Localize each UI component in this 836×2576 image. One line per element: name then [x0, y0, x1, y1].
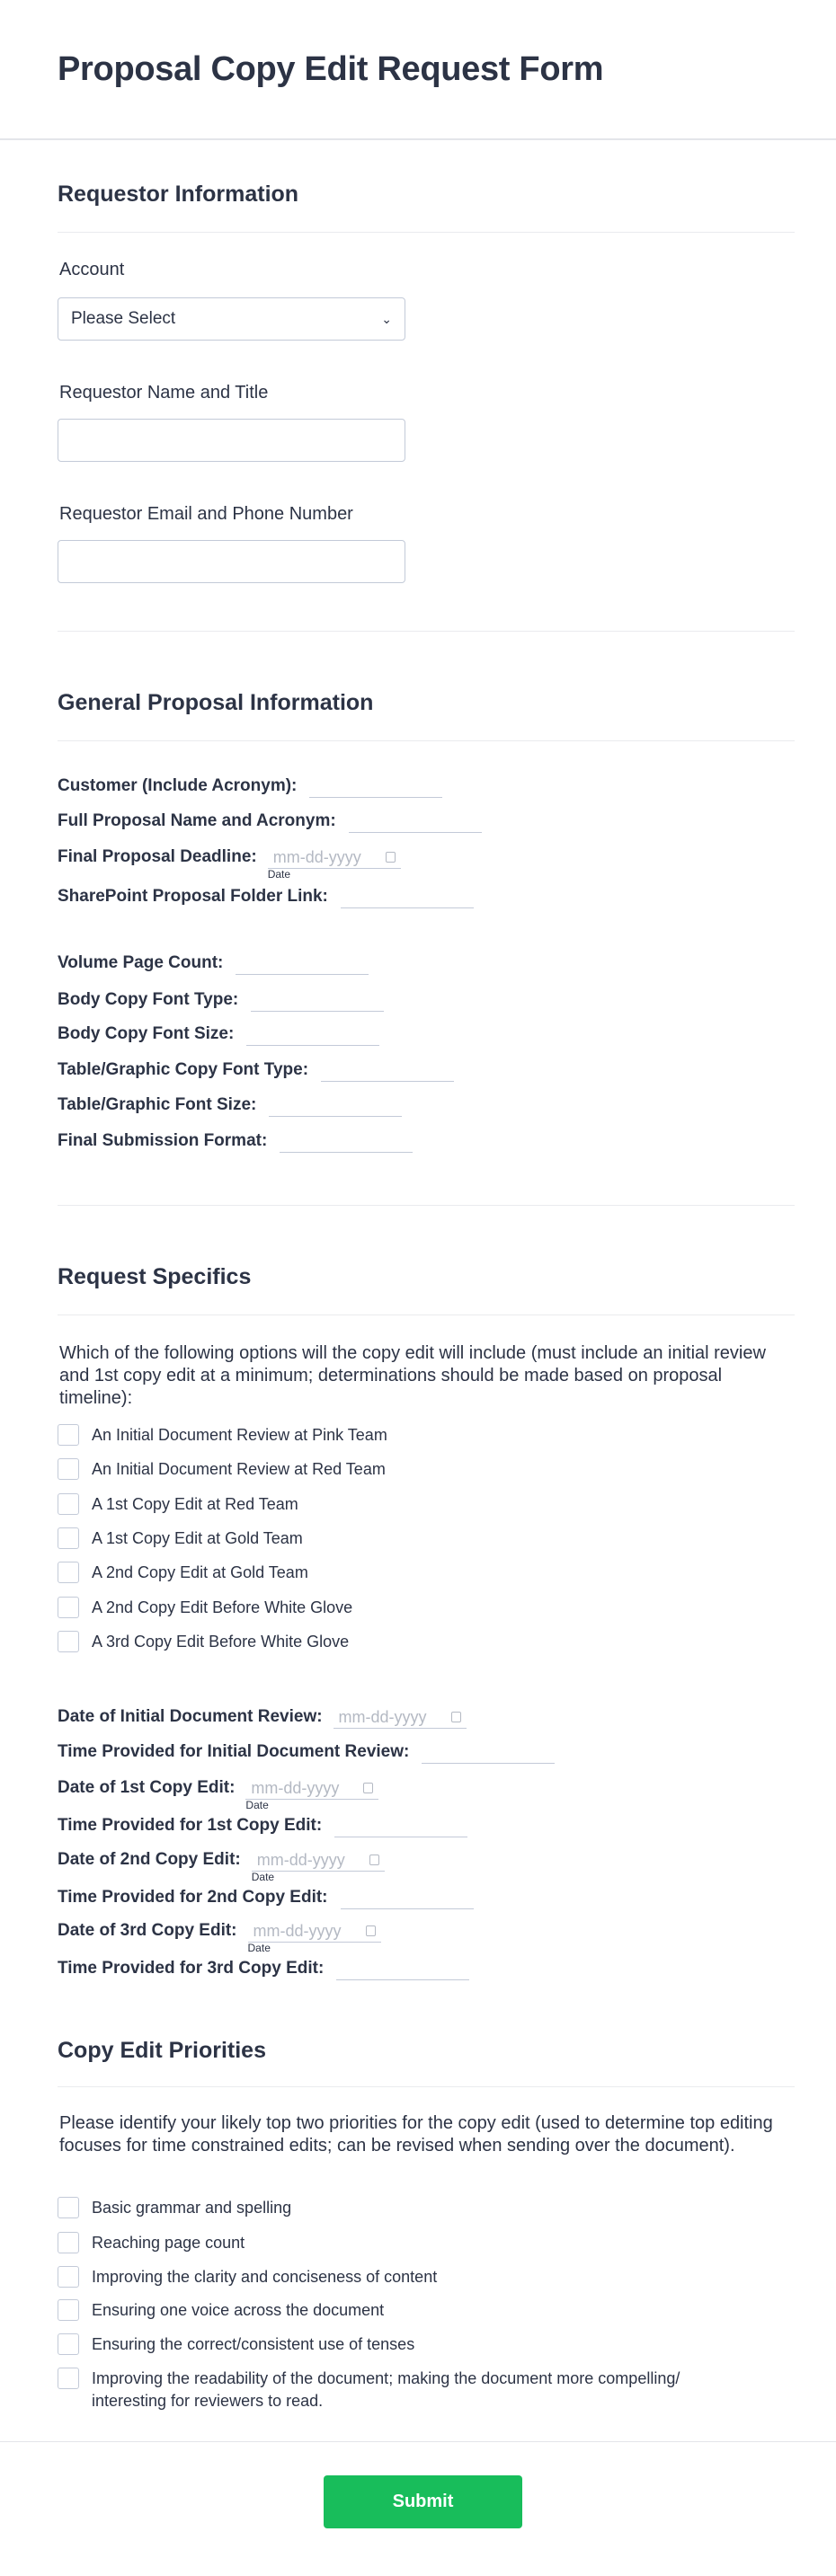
customer-input[interactable]: [309, 775, 442, 798]
row-label: Date of 3rd Copy Edit:: [58, 1921, 237, 1940]
customer-row: [58, 775, 442, 798]
checkbox-option[interactable]: [58, 2266, 437, 2288]
checkbox[interactable]: [58, 2368, 79, 2389]
checkbox[interactable]: [58, 2197, 79, 2218]
option-label: Basic grammar and spelling: [92, 2199, 292, 2217]
row-label: Time Provided for 1st Copy Edit:: [58, 1816, 323, 1835]
option-label: An Initial Document Review at Red Team: [92, 1460, 386, 1478]
table-font-type-row: [58, 1058, 454, 1082]
body-font-size-input[interactable]: [246, 1022, 379, 1046]
second-edit-time-row: [58, 1886, 474, 1909]
row-label: Final Submission Format:: [58, 1131, 268, 1150]
row-label: Date of Initial Document Review:: [58, 1707, 323, 1726]
second-edit-date-input[interactable]: [251, 1848, 385, 1883]
row-label: Table/Graphic Font Size:: [58, 1095, 257, 1114]
date-sublabel: Date: [267, 868, 291, 881]
option-label: An Initial Document Review at Pink Team: [92, 1426, 387, 1444]
form-title: Proposal Copy Edit Request Form: [58, 50, 604, 88]
account-select[interactable]: [58, 297, 405, 341]
row-label: SharePoint Proposal Folder Link:: [58, 887, 328, 906]
row-label: Volume Page Count:: [58, 953, 224, 972]
option-label: A 2nd Copy Edit at Gold Team: [92, 1563, 308, 1581]
checkbox-option[interactable]: [58, 2368, 759, 2412]
first-edit-date-row: [58, 1776, 378, 1811]
header-divider: [0, 138, 836, 140]
requestor-email-label: Requestor Email and Phone Number: [59, 504, 353, 524]
row-label: Table/Graphic Copy Font Type:: [58, 1060, 309, 1079]
first-edit-date-input[interactable]: [245, 1776, 378, 1811]
row-label: Time Provided for 2nd Copy Edit:: [58, 1888, 328, 1907]
row-label: Customer (Include Acronym):: [58, 776, 298, 795]
checkbox-option[interactable]: [58, 1493, 298, 1515]
body-font-size-row: [58, 1022, 379, 1046]
page-count-input[interactable]: [236, 952, 369, 975]
requestor-name-label: Requestor Name and Title: [59, 383, 269, 403]
account-label: Account: [59, 260, 125, 279]
option-label: A 2nd Copy Edit Before White Glove: [92, 1598, 353, 1616]
divider: [58, 232, 795, 233]
requestor-name-input[interactable]: [58, 419, 405, 462]
submission-format-row: [58, 1129, 413, 1153]
checkbox-option[interactable]: [58, 2232, 245, 2253]
section-heading-specifics: Request Specifics: [58, 1264, 252, 1289]
third-edit-date-input[interactable]: [247, 1919, 381, 1954]
checkbox-option[interactable]: [58, 1527, 303, 1549]
first-edit-time-input[interactable]: [334, 1814, 467, 1837]
submit-button[interactable]: Submit: [324, 2475, 522, 2528]
checkbox-option[interactable]: [58, 2299, 384, 2321]
deadline-row: [58, 845, 401, 881]
initial-review-date-row: [58, 1705, 467, 1729]
footer-divider: [0, 2441, 836, 2442]
calendar-icon[interactable]: [363, 1783, 373, 1793]
divider: [58, 740, 795, 741]
date-placeholder: mm-dd-yyyy: [256, 1850, 345, 1869]
row-label: Time Provided for Initial Document Review:: [58, 1742, 410, 1761]
section-heading-general: General Proposal Information: [58, 690, 374, 715]
row-label: Date of 1st Copy Edit:: [58, 1778, 236, 1797]
checkbox-option[interactable]: [58, 1631, 349, 1652]
calendar-icon[interactable]: [369, 1855, 379, 1865]
divider: [58, 631, 795, 632]
checkbox[interactable]: [58, 1631, 79, 1652]
sharepoint-row: [58, 885, 474, 908]
section-heading-requestor: Requestor Information: [58, 181, 299, 207]
option-label: Ensuring the correct/consistent use of tenses: [92, 2335, 415, 2353]
chevron-down-icon: ⌄: [381, 311, 392, 326]
checkbox[interactable]: [58, 1493, 79, 1515]
row-label: Body Copy Font Type:: [58, 990, 239, 1009]
option-label: Improving the readability of the document; making the document more compelling/ interesting for reviewers to read.: [92, 2369, 680, 2410]
checkbox-option[interactable]: [58, 1424, 387, 1446]
date-sublabel: Date: [247, 1942, 271, 1954]
initial-review-date-input[interactable]: [334, 1705, 467, 1729]
deadline-date-input[interactable]: [267, 845, 401, 881]
date-placeholder: mm-dd-yyyy: [272, 847, 361, 866]
checkbox[interactable]: [58, 1527, 79, 1549]
section-heading-priorities: Copy Edit Priorities: [58, 2038, 266, 2063]
submission-format-input[interactable]: [280, 1129, 413, 1153]
initial-review-time-row: [58, 1740, 555, 1764]
option-label: Ensuring one voice across the document: [92, 2301, 385, 2319]
proposal-name-input[interactable]: [349, 810, 482, 833]
third-edit-time-input[interactable]: [336, 1957, 469, 1980]
page-count-row: [58, 952, 369, 975]
checkbox-option[interactable]: [58, 1562, 308, 1583]
date-placeholder: mm-dd-yyyy: [253, 1921, 342, 1940]
row-label: Date of 2nd Copy Edit:: [58, 1850, 241, 1869]
option-label: A 3rd Copy Edit Before White Glove: [92, 1633, 350, 1651]
divider: [58, 2086, 795, 2087]
checkbox[interactable]: [58, 1597, 79, 1618]
row-label: Time Provided for 3rd Copy Edit:: [58, 1959, 325, 1978]
second-edit-time-input[interactable]: [341, 1886, 474, 1909]
checkbox[interactable]: [58, 2333, 79, 2355]
option-label: Reaching page count: [92, 2234, 245, 2252]
checkbox-option[interactable]: [58, 1597, 352, 1618]
requestor-email-input[interactable]: [58, 540, 405, 583]
sharepoint-input[interactable]: [341, 885, 474, 908]
checkbox[interactable]: [58, 2232, 79, 2253]
date-sublabel: Date: [251, 1871, 275, 1883]
first-edit-time-row: [58, 1814, 467, 1837]
table-font-size-row: [58, 1093, 402, 1117]
table-font-type-input[interactable]: [321, 1058, 454, 1082]
date-placeholder: mm-dd-yyyy: [338, 1707, 427, 1726]
specifics-question: Which of the following options will the copy edit will include (must include an initial review and 1st copy edit at a minimum; determinations should be made based on proposal timeline):: [59, 1343, 766, 1408]
checkbox[interactable]: [58, 2299, 79, 2321]
row-label: Final Proposal Deadline:: [58, 847, 257, 866]
checkbox[interactable]: [58, 1424, 79, 1446]
date-sublabel: Date: [245, 1799, 269, 1811]
third-edit-time-row: [58, 1957, 469, 1980]
checkbox-option[interactable]: [58, 2197, 291, 2218]
row-label: Full Proposal Name and Acronym:: [58, 811, 336, 830]
checkbox[interactable]: [58, 2266, 79, 2288]
date-placeholder: mm-dd-yyyy: [251, 1778, 340, 1797]
option-label: Improving the clarity and conciseness of content: [92, 2268, 438, 2286]
account-select-value: Please Select: [71, 309, 176, 328]
proposal-name-row: [58, 810, 482, 833]
second-edit-date-row: [58, 1848, 385, 1883]
calendar-icon[interactable]: [386, 852, 396, 863]
body-font-type-input[interactable]: [251, 988, 384, 1012]
body-font-type-row: [58, 988, 384, 1012]
initial-review-time-input[interactable]: [422, 1740, 555, 1764]
divider: [58, 1205, 795, 1206]
calendar-icon[interactable]: [366, 1925, 376, 1936]
checkbox[interactable]: [58, 1562, 79, 1583]
table-font-size-input[interactable]: [269, 1093, 402, 1117]
calendar-icon[interactable]: [451, 1712, 461, 1722]
checkbox-option[interactable]: [58, 1458, 386, 1480]
option-label: A 1st Copy Edit at Red Team: [92, 1495, 298, 1513]
option-label: A 1st Copy Edit at Gold Team: [92, 1529, 303, 1547]
checkbox[interactable]: [58, 1458, 79, 1480]
priorities-question: Please identify your likely top two priorities for the copy edit (used to determine top editing focuses for time constrained edits; can be revised when sending over the document).: [59, 2113, 773, 2156]
third-edit-date-row: [58, 1919, 381, 1954]
checkbox-option[interactable]: [58, 2333, 414, 2355]
row-label: Body Copy Font Size:: [58, 1024, 235, 1043]
